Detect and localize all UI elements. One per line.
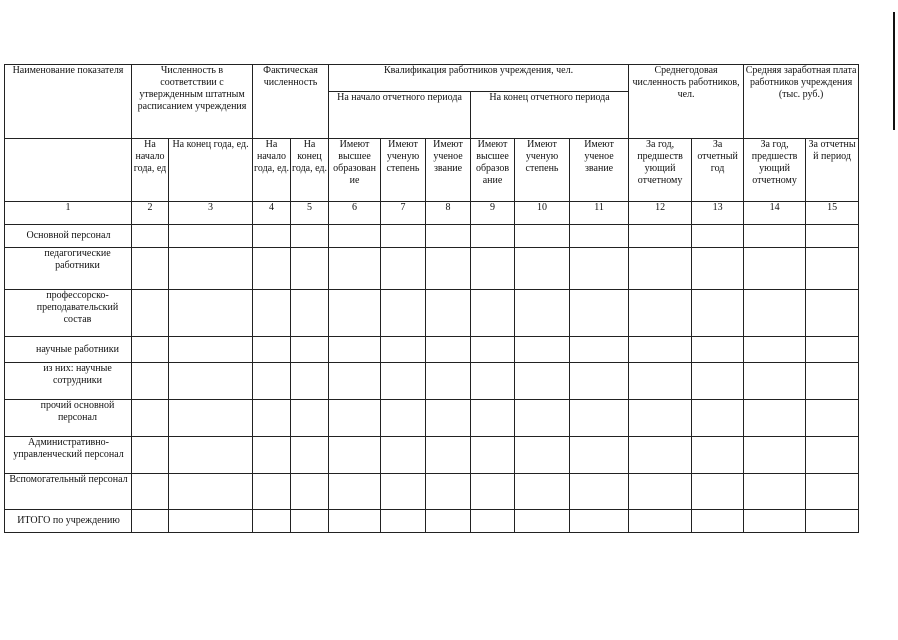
header-indicator: Наименование показателя: [5, 65, 132, 139]
subheader-c10: Имеют ученую степень: [515, 139, 570, 202]
column-number: 14: [744, 202, 806, 225]
subheader-c7: Имеют ученую степень: [381, 139, 426, 202]
header-start-period: На начало отчетного периода: [329, 92, 471, 139]
staff-report-table: [4, 64, 859, 533]
column-number: 8: [426, 202, 471, 225]
row-label-main-staff: Основной персонал: [5, 225, 132, 248]
subheader-c15: За отчетны й период: [806, 139, 859, 202]
column-number: 5: [291, 202, 329, 225]
table-row: [5, 400, 859, 437]
table-row: [5, 437, 859, 474]
column-number: 3: [169, 202, 253, 225]
header-actual-headcount: Фактическая численность: [253, 65, 329, 139]
row-label-faculty: профессорско-преподавательский состав: [5, 290, 132, 337]
subheader-c6: Имеют высшее образован ие: [329, 139, 381, 202]
subheader-c9: Имеют высшее образов ание: [471, 139, 515, 202]
row-label-support: Вспомогательный персонал: [5, 474, 132, 510]
subheader-c4: На начало года, ед.: [253, 139, 291, 202]
subheader-c3: На конец года, ед.: [169, 139, 253, 202]
subheader-c5: На конец года, ед.: [291, 139, 329, 202]
row-label-scientists: научные работники: [5, 337, 132, 363]
row-label-other-main: прочий основной персонал: [5, 400, 132, 437]
page-edge-line: [893, 12, 895, 130]
column-number: 1: [5, 202, 132, 225]
subheader-c2: На начало года, ед: [132, 139, 169, 202]
column-number: 12: [629, 202, 692, 225]
subheader-c13: За отчетный год: [692, 139, 744, 202]
table-row: [5, 290, 859, 337]
row-label-research-staff: из них: научные сотрудники: [5, 363, 132, 400]
column-number: 2: [132, 202, 169, 225]
column-number: 4: [253, 202, 291, 225]
table-row: [5, 474, 859, 510]
header-avg-annual: Среднегодовая численность работников, чел.: [629, 65, 744, 139]
table-row: [5, 225, 859, 248]
header-avg-salary: Средняя заработная плата работников учреждения (тыс. руб.): [744, 65, 859, 139]
column-number: 6: [329, 202, 381, 225]
row-label-teachers: педагогические работники: [5, 248, 132, 290]
table-row: [5, 248, 859, 290]
header-headcount-staff: Численность в соответствии с утвержденным штатным расписанием учреждения: [132, 65, 253, 139]
table-row: [5, 510, 859, 533]
table-row: [5, 363, 859, 400]
column-number: 7: [381, 202, 426, 225]
subheader-c8: Имеют ученое звание: [426, 139, 471, 202]
column-number: 10: [515, 202, 570, 225]
header-end-period: На конец отчетного периода: [471, 92, 629, 139]
subheader-c12: За год, предшеств ующий отчетному: [629, 139, 692, 202]
row-label-total: ИТОГО по учреждению: [5, 510, 132, 533]
subheader-c14: За год, предшеств ующий отчетному: [744, 139, 806, 202]
header-qualification: Квалификация работников учреждения, чел.: [329, 65, 629, 92]
subheader-c11: Имеют ученое звание: [570, 139, 629, 202]
column-number: 15: [806, 202, 859, 225]
column-number: 11: [570, 202, 629, 225]
column-number: 9: [471, 202, 515, 225]
column-number: 13: [692, 202, 744, 225]
table-row: [5, 337, 859, 363]
row-label-admin: Административно-управленческий персонал: [5, 437, 132, 474]
